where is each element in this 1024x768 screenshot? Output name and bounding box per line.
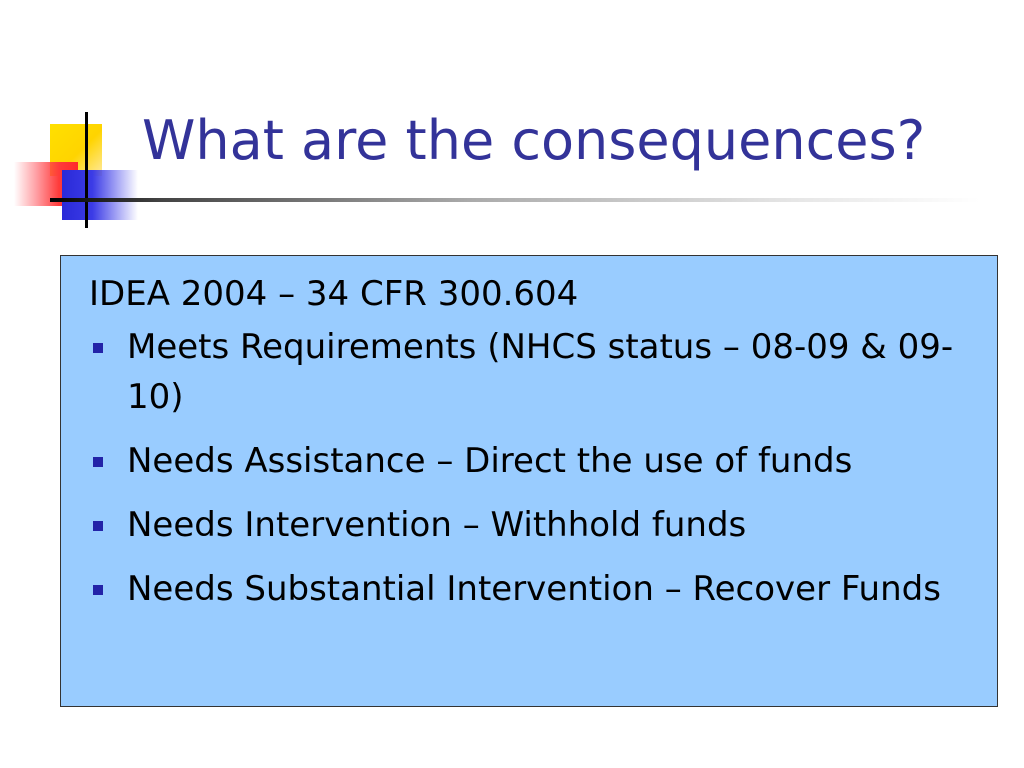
square-bullet-icon — [93, 457, 103, 467]
square-bullet-icon — [93, 585, 103, 595]
logo-blue-square — [62, 170, 138, 220]
list-item — [89, 322, 983, 422]
content-box — [60, 255, 998, 707]
slide-title: What are the consequences? — [142, 109, 926, 172]
list-item — [89, 500, 983, 550]
bullet-text: Needs Assistance – Direct the use of funds — [127, 441, 853, 481]
bullet-text: Needs Intervention – Withhold funds — [127, 505, 747, 545]
bullet-text: Meets Requirements (NHCS status – 08-09 & 09-10) — [127, 327, 954, 417]
bullet-text: Needs Substantial Intervention – Recover Funds — [127, 569, 941, 609]
square-bullet-icon — [93, 343, 103, 353]
bullet-list — [89, 322, 983, 614]
title-underline — [50, 198, 980, 202]
intro-text: IDEA 2004 – 34 CFR 300.604 — [89, 274, 579, 314]
corner-logo — [0, 0, 140, 240]
logo-vertical-line — [85, 112, 88, 228]
list-item — [89, 564, 983, 614]
square-bullet-icon — [93, 521, 103, 531]
list-item — [89, 436, 983, 486]
